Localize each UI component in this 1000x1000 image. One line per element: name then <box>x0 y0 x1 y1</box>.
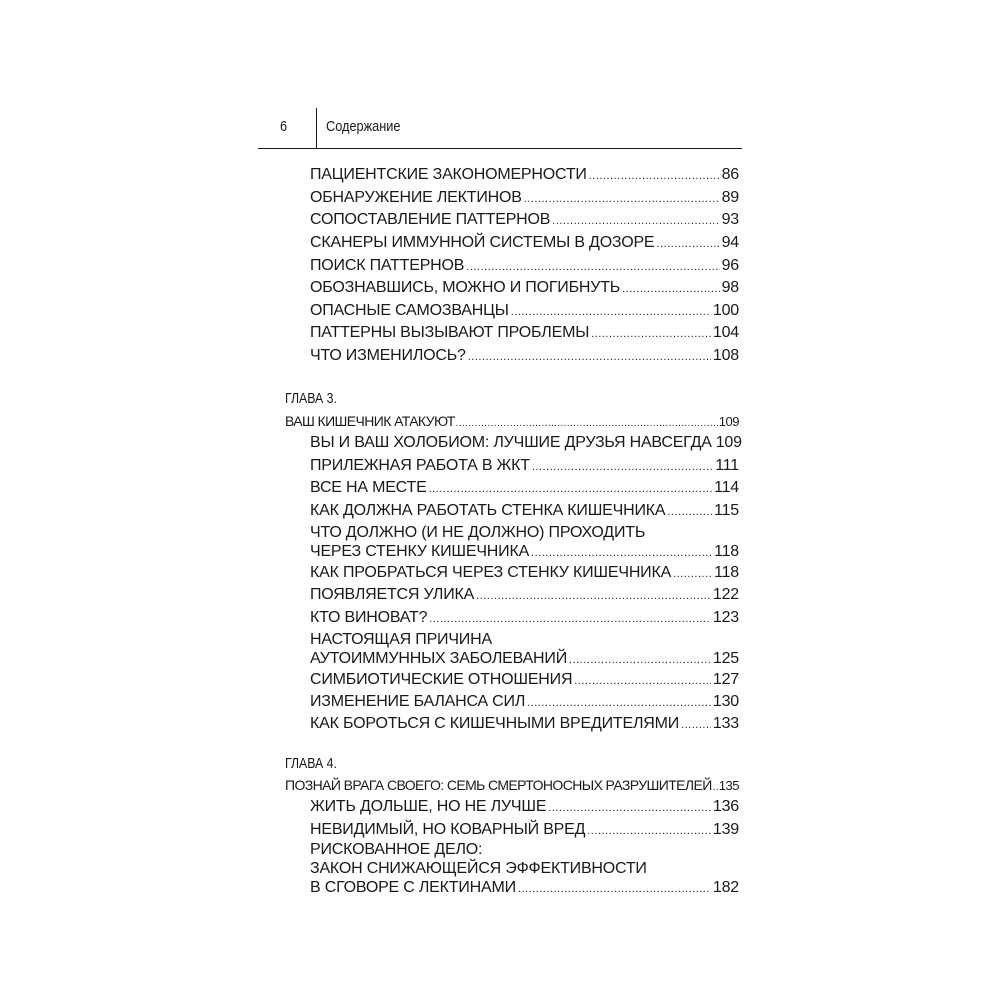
toc-entry[interactable] <box>310 233 739 254</box>
dot-leader <box>466 258 719 277</box>
toc-entry-title: СОПОСТАВЛЕНИЕ ПАТТЕРНОВ <box>310 211 551 228</box>
toc-entry-title: ПОЯВЛЯЕТСЯ УЛИКА <box>310 586 475 603</box>
toc-entry[interactable] <box>310 301 739 322</box>
dot-leader <box>656 235 719 254</box>
dot-leader <box>468 348 711 367</box>
toc-entry[interactable] <box>310 692 739 713</box>
toc-entry-page: 94 <box>721 234 739 251</box>
dot-leader <box>524 190 720 209</box>
dot-leader <box>429 610 711 629</box>
chapter-label: ГЛАВА 4. <box>285 755 337 772</box>
dot-leader <box>527 694 711 713</box>
dot-leader <box>589 167 720 186</box>
chapter-page: 109 <box>718 414 739 429</box>
toc-entry[interactable] <box>310 478 739 499</box>
dot-leader <box>569 651 711 670</box>
toc-entry-title-line1: ЧТО ДОЛЖНО (И НЕ ДОЛЖНО) ПРОХОДИТЬ <box>310 524 646 541</box>
toc-entry-page: 104 <box>712 324 739 341</box>
dot-leader <box>476 587 711 606</box>
toc-entry[interactable] <box>310 256 739 277</box>
chapter-title-entry[interactable] <box>285 776 739 797</box>
running-title: Содержание <box>326 118 401 135</box>
dot-leader <box>531 544 712 563</box>
chapter-label: ГЛАВА 3. <box>285 390 337 407</box>
chapter-page: 135 <box>718 778 739 793</box>
toc-entry-title: НЕВИДИМЫЙ, НО КОВАРНЫЙ ВРЕД <box>310 821 586 838</box>
toc-entry-page: 136 <box>712 798 739 815</box>
chapter-title: ВАШ КИШЕЧНИК АТАКУЮТ <box>285 413 455 429</box>
toc-entry-title: ПАТТЕРНЫ ВЫЗЫВАЮТ ПРОБЛЕМЫ <box>310 324 590 341</box>
toc-entry[interactable] <box>310 501 739 522</box>
toc-entry-title: ОПАСНЫЕ САМОЗВАНЦЫ <box>310 302 509 319</box>
toc-entry-page: 118 <box>714 543 739 560</box>
toc-entry[interactable] <box>310 456 739 477</box>
toc-entry-page: 127 <box>712 671 739 688</box>
dot-leader <box>713 779 718 797</box>
dot-leader <box>511 303 711 322</box>
toc-entry[interactable] <box>310 346 739 367</box>
toc-entry-title: КАК БОРОТЬСЯ С КИШЕЧНЫМИ ВРЕДИТЕЛЯМИ <box>310 715 680 732</box>
dot-leader <box>548 799 711 818</box>
dot-leader <box>456 415 718 433</box>
toc-entry-title-line1: РИСКОВАННОЕ ДЕЛО: <box>310 841 483 858</box>
toc-entry-title: КТО ВИНОВАТ? <box>310 609 428 626</box>
toc-entry-page: 89 <box>721 189 739 206</box>
toc-entry-title: СИМБИОТИЧЕСКИЕ ОТНОШЕНИЯ <box>310 671 573 688</box>
toc-entry-page: 125 <box>712 650 739 667</box>
page-number: 6 <box>280 118 288 135</box>
toc-entry[interactable] <box>310 820 739 841</box>
toc-entry-page: 118 <box>714 564 739 581</box>
dot-leader <box>518 880 711 899</box>
toc-entry[interactable] <box>310 210 739 231</box>
toc-entry[interactable] <box>310 165 739 186</box>
dot-leader <box>587 822 711 841</box>
toc-entry[interactable] <box>310 523 739 563</box>
toc-entry[interactable] <box>310 323 739 344</box>
toc-entry[interactable] <box>310 188 739 209</box>
toc-entry-title: ЧТО ИЗМЕНИЛОСЬ? <box>310 347 466 364</box>
toc-entry-page: 96 <box>721 257 739 274</box>
dot-leader <box>622 280 720 299</box>
chapter-title: ПОЗНАЙ ВРАГА СВОЕГО: СЕМЬ СМЕРТОНОСНЫХ РАЗРУШИТЕЛЕЙ <box>285 777 712 793</box>
toc-entry-title: ВЫ И ВАШ ХОЛОБИОМ: ЛУЧШИЕ ДРУЗЬЯ НАВСЕГДА <box>310 434 712 451</box>
dot-leader <box>574 672 711 691</box>
toc-entry-title-line2: ЗАКОН СНИЖАЮЩЕЙСЯ ЭФФЕКТИВНОСТИ <box>310 860 647 877</box>
toc-entry-title: ПАЦИЕНТСКИЕ ЗАКОНОМЕРНОСТИ <box>310 166 587 183</box>
toc-entry[interactable] <box>310 840 739 899</box>
toc-entry-title: ЖИТЬ ДОЛЬШЕ, НО НЕ ЛУЧШЕ <box>310 798 547 815</box>
toc-entry-title: КАК ПРОБРАТЬСЯ ЧЕРЕЗ СТЕНКУ КИШЕЧНИКА <box>310 564 672 581</box>
toc-entry[interactable] <box>310 585 739 606</box>
chapter-title-entry[interactable] <box>285 412 739 433</box>
toc-entry[interactable] <box>310 714 739 735</box>
dot-leader <box>532 458 713 477</box>
toc-entry-page: 98 <box>721 279 739 296</box>
dot-leader <box>673 565 712 584</box>
toc-entry-title: ПОИСК ПАТТЕРНОВ <box>310 257 465 274</box>
dot-leader <box>429 480 713 499</box>
toc-entry-page: 100 <box>712 302 739 319</box>
toc-entry[interactable] <box>310 563 739 584</box>
toc-entry-title: ИЗМЕНЕНИЕ БАЛАНСА СИЛ <box>310 693 526 710</box>
toc-entry-page: 114 <box>714 479 739 496</box>
toc-entry-title: АУТОИММУННЫХ ЗАБОЛЕВАНИЙ <box>310 650 568 667</box>
toc-entry[interactable] <box>310 797 739 818</box>
toc-entry-title-line1: НАСТОЯЩАЯ ПРИЧИНА <box>310 631 492 648</box>
toc-entry-page: 123 <box>712 609 739 626</box>
dot-leader <box>667 503 712 522</box>
toc-entry-page: 130 <box>712 693 739 710</box>
toc-entry-title: СКАНЕРЫ ИММУННОЙ СИСТЕМЫ В ДОЗОРЕ <box>310 234 655 251</box>
toc-entry-title: КАК ДОЛЖНА РАБОТАТЬ СТЕНКА КИШЕЧНИКА <box>310 502 666 519</box>
toc-entry[interactable] <box>310 670 739 691</box>
toc-entry[interactable] <box>310 278 739 299</box>
toc-entry[interactable] <box>310 630 739 670</box>
toc-entry-page: 139 <box>712 821 739 838</box>
toc-entry-page: 109 <box>715 434 742 451</box>
toc-entry-page: 115 <box>714 502 739 519</box>
toc-entry-page: 93 <box>721 211 739 228</box>
toc-entry-page: 122 <box>712 586 739 603</box>
toc-entry-title: ОБНАРУЖЕНИЕ ЛЕКТИНОВ <box>310 189 522 206</box>
toc-entry-page: 108 <box>712 347 739 364</box>
toc-entry-page: 86 <box>721 166 739 183</box>
toc-entry-page: 182 <box>712 879 739 896</box>
dot-leader <box>681 716 711 735</box>
toc-entry-title: ВСЕ НА МЕСТЕ <box>310 479 427 496</box>
toc-entry-title: В СГОВОРЕ С ЛЕКТИНАМИ <box>310 879 516 896</box>
toc-entry[interactable] <box>310 608 739 629</box>
toc-entry[interactable] <box>310 433 742 454</box>
toc-entry-title: ПРИЛЕЖНАЯ РАБОТА В ЖКТ <box>310 457 530 474</box>
toc-entry-page: 111 <box>715 457 739 474</box>
toc-entry-title: ОБОЗНАВШИСЬ, МОЖНО И ПОГИБНУТЬ <box>310 279 621 296</box>
toc-entry-title: ЧЕРЕЗ СТЕНКУ КИШЕЧНИКА <box>310 543 530 560</box>
dot-leader <box>552 212 719 231</box>
dot-leader <box>591 325 711 344</box>
toc-entry-page: 133 <box>712 715 739 732</box>
